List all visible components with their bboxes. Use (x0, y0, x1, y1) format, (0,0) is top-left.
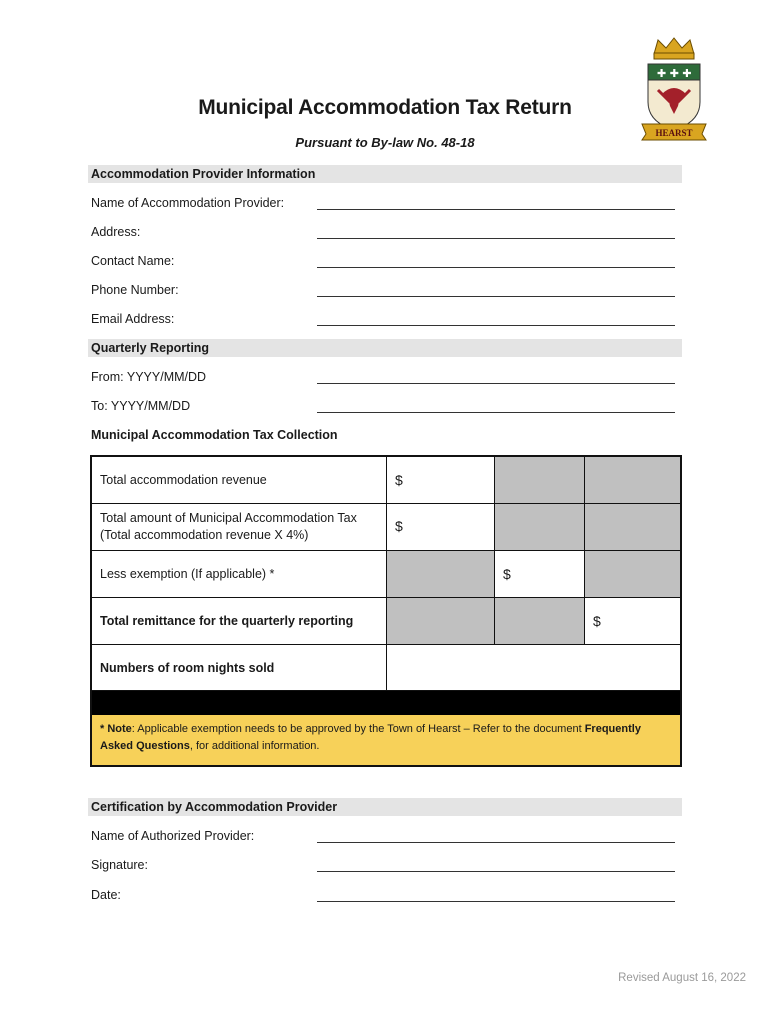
shaded-cell (387, 551, 495, 598)
provider-name-label: Name of Accommodation Provider: (91, 196, 285, 210)
page-subtitle: Pursuant to By-law No. 48-18 (295, 135, 475, 150)
svg-text:✚ ✚ ✚: ✚ ✚ ✚ (657, 67, 692, 80)
crest-icon (640, 36, 708, 142)
divider-band (92, 691, 680, 715)
contact-name-field[interactable] (317, 267, 675, 268)
total-remittance-input[interactable]: $ (585, 598, 680, 645)
email-address-label: Email Address: (91, 312, 175, 326)
phone-number-label: Phone Number: (91, 283, 179, 297)
collection-section-heading: Municipal Accommodation Tax Collection (91, 428, 338, 442)
revised-date: Revised August 16, 2022 (618, 972, 746, 984)
total-revenue-input[interactable]: $ (387, 457, 495, 504)
to-date-label: To: YYYY/MM/DD (91, 399, 191, 413)
quarterly-section-heading: Quarterly Reporting (88, 339, 682, 357)
signature-label: Signature: (91, 858, 148, 872)
certification-section-heading: Certification by Accommodation Provider (88, 798, 682, 816)
svg-text:HEARST: HEARST (655, 128, 693, 138)
authorized-provider-label: Name of Authorized Provider: (91, 829, 255, 843)
date-field[interactable] (317, 901, 675, 902)
row-total-revenue-label: Total accommodation revenue (92, 457, 387, 504)
phone-number-field[interactable] (317, 296, 675, 297)
row-exemption-label: Less exemption (If applicable) * (92, 551, 387, 598)
to-date-field[interactable] (317, 412, 675, 413)
address-field[interactable] (317, 238, 675, 239)
shaded-cell (387, 598, 495, 645)
contact-name-label: Contact Name: (91, 254, 175, 268)
exemption-input[interactable]: $ (495, 551, 585, 598)
shaded-cell (585, 551, 680, 598)
row-total-remittance-label: Total remittance for the quarterly reporting (92, 598, 387, 645)
tax-collection-table (90, 455, 682, 767)
authorized-provider-field[interactable] (317, 842, 675, 843)
faq-document-reference: Frequently Asked Questions (100, 723, 641, 752)
row-room-nights-label: Numbers of room nights sold (92, 645, 387, 691)
address-label: Address: (91, 225, 141, 239)
provider-name-field[interactable] (317, 209, 675, 210)
row-mat-amount-label: Total amount of Municipal Accommodation Tax (Total accommodation revenue X 4%) (92, 504, 387, 551)
shaded-cell (495, 457, 585, 504)
shaded-cell (585, 457, 680, 504)
page-title: Municipal Accommodation Tax Return (198, 96, 572, 119)
hearst-crest-logo (640, 36, 708, 142)
room-nights-input[interactable] (387, 645, 680, 691)
provider-section-heading: Accommodation Provider Information (88, 165, 682, 183)
exemption-note: * Note: Applicable exemption needs to be approved by the Town of Hearst – Refer to the document Frequently Asked Questions, for additional information. (92, 715, 680, 765)
signature-field[interactable] (317, 871, 675, 872)
shaded-cell (495, 598, 585, 645)
from-date-label: From: YYYY/MM/DD (91, 370, 207, 384)
email-address-field[interactable] (317, 325, 675, 326)
shaded-cell (495, 504, 585, 551)
mat-amount-input[interactable]: $ (387, 504, 495, 551)
date-label: Date: (91, 888, 121, 902)
shaded-cell (585, 504, 680, 551)
from-date-field[interactable] (317, 383, 675, 384)
